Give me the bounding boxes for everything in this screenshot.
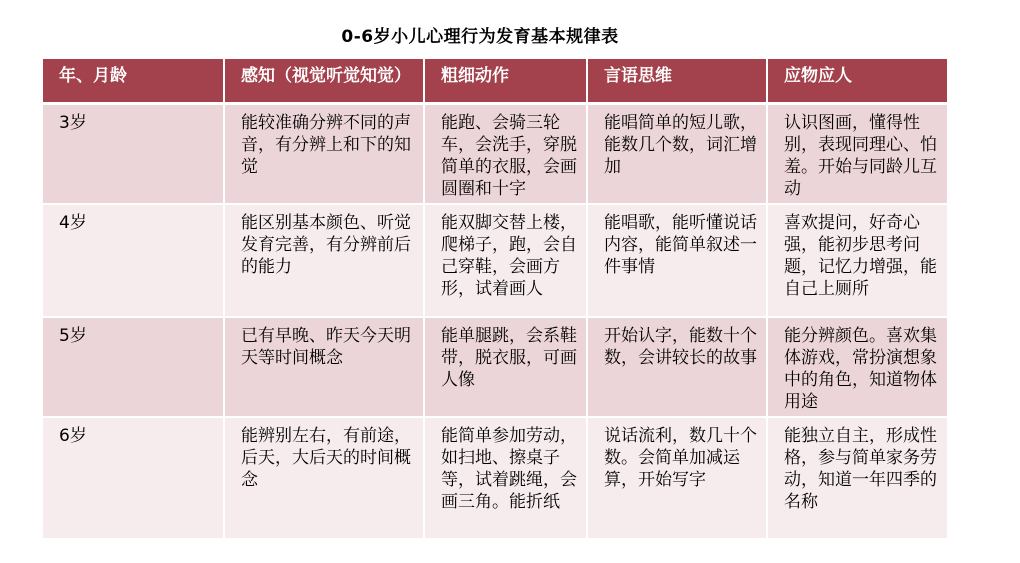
cell-motor: 能简单参加劳动，如扫地、擦桌子 等，试着跳绳，会画三角。能折纸 (424, 417, 587, 539)
header-motor: 粗细动作 (424, 59, 587, 103)
cell-perception: 能较准确分辨不同的声音，有分辨上和下的知觉 (224, 103, 424, 204)
cell-perception: 已有早晚、昨天今天明天等时间概念 (224, 317, 424, 417)
table-row (43, 317, 947, 417)
cell-age: 6岁 (43, 417, 224, 539)
cell-perception: 能区别基本颜色、听觉发育完善，有分辨前后的能力 (224, 204, 424, 317)
cell-motor: 能跑、会骑三轮车，会洗手，穿脱简单的衣服，会画圆圈和十字 (424, 103, 587, 204)
cell-social: 认识图画，懂得性别，表现同理心、怕羞。开始与同龄儿互动 (767, 103, 947, 204)
cell-motor: 能双脚交替上楼，爬梯子，跑，会自己穿鞋，会画方形，试着画人 (424, 204, 587, 317)
cell-speech: 说话流利，数几十个数。会简单加减运算，开始写字 (587, 417, 767, 539)
cell-age: 5岁 (43, 317, 224, 417)
cell-motor: 能单腿跳，会系鞋带，脱衣服，可画人像 (424, 317, 587, 417)
cell-speech: 能唱简单的短儿歌，能数几个数，词汇增加 (587, 103, 767, 204)
cell-age: 4岁 (43, 204, 224, 317)
table-row (43, 204, 947, 317)
development-table (43, 59, 947, 540)
table-row (43, 103, 947, 204)
cell-perception: 能辨别左右，有前途，后天，大后天的时间概念 (224, 417, 424, 539)
cell-social: 能分辨颜色。喜欢集体游戏，常扮演想象中的角色，知道物体用途 (767, 317, 947, 417)
cell-speech: 开始认字，能数十个数，会讲较长的故事 (587, 317, 767, 417)
table-row (43, 417, 947, 539)
cell-social: 喜欢提问，好奇心强，能初步思考问题，记忆力增强，能自己上厕所 (767, 204, 947, 317)
header-perception: 感知（视觉听觉知觉） (224, 59, 424, 103)
table-header-row (43, 59, 947, 103)
cell-social: 能独立自主，形成性格，参与简单家务劳动，知道一年四季的名称 (767, 417, 947, 539)
page-title: 0-6岁小儿心理行为发育基本规律表 (341, 27, 619, 47)
header-social: 应物应人 (767, 59, 947, 103)
header-age: 年、月龄 (43, 59, 224, 103)
cell-age: 3岁 (43, 103, 224, 204)
header-speech: 言语思维 (587, 59, 767, 103)
cell-speech: 能唱歌，能听懂说话内容，能简单叙述一件事情 (587, 204, 767, 317)
